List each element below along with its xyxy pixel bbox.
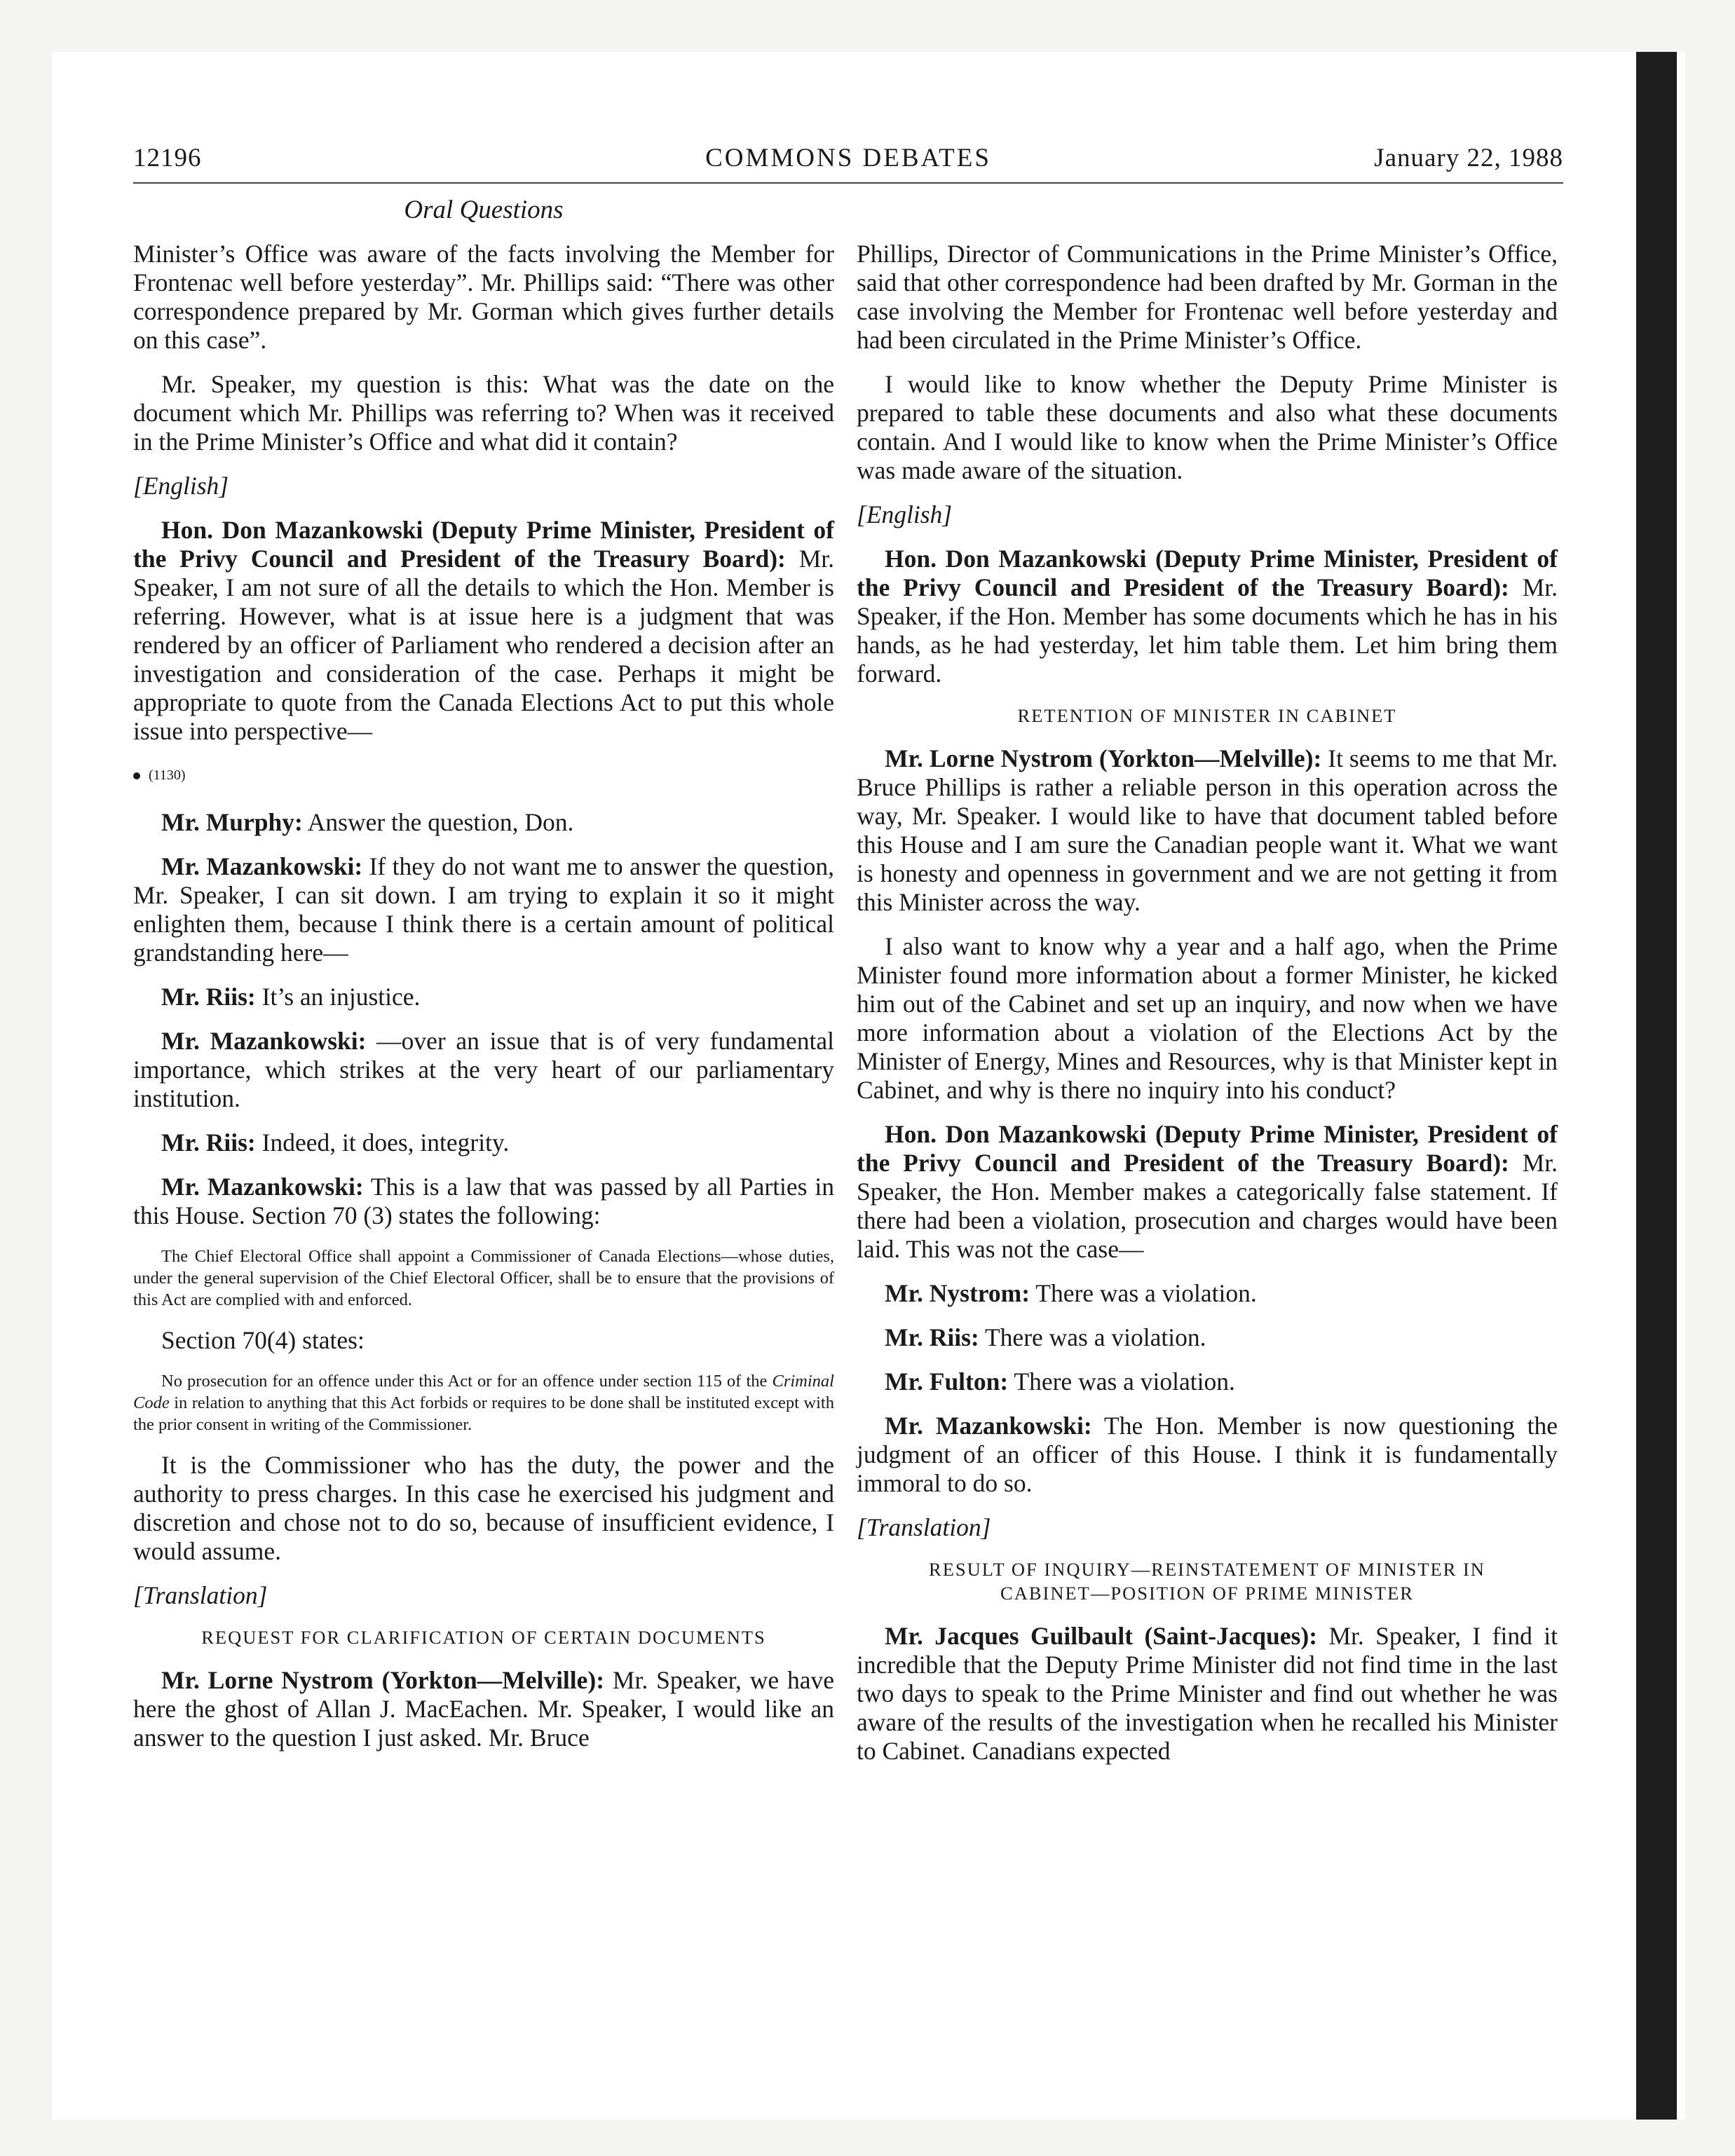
speech-paragraph <box>857 1367 1558 1396</box>
page-number: 12196 <box>133 144 202 172</box>
speech-paragraph <box>133 983 834 1011</box>
speaker-name: Mr. Mazankowski: <box>885 1412 1092 1440</box>
speech-text: Indeed, it does, integrity. <box>255 1128 510 1157</box>
speech-text: Mr. Speaker, the Hon. Member makes a categorically false statement. If there had been a violation, prosecution and charges would have been laid. This was not the case— <box>857 1149 1558 1263</box>
paragraph: Minister’s Office was aware of the facts involving the Member for Frontenac well before yesterday”. Mr. Phillips said: “There was other correspondence prepared by Mr. Gorman which gives further details on this case”. <box>133 240 834 354</box>
subject-heading: REQUEST FOR CLARIFICATION OF CERTAIN DOCUMENTS <box>201 1627 766 1648</box>
speech-text: There was a violation. <box>1030 1279 1257 1307</box>
speech-paragraph <box>857 1279 1558 1308</box>
bullet-icon <box>133 772 140 779</box>
speech-paragraph <box>857 1120 1558 1264</box>
speaker-name: Mr. Riis: <box>161 1128 256 1157</box>
speech-paragraph <box>133 1173 834 1230</box>
speaker-name: Mr. Riis: <box>161 983 256 1011</box>
subject-heading-line: CABINET—POSITION OF PRIME MINISTER <box>1000 1583 1414 1604</box>
speaker-name: Mr. Fulton: <box>885 1367 1009 1396</box>
speech-text: The Hon. Member is now questioning the judgment of an officer of this House. I think it is fundamentally immoral to do so. <box>857 1412 1558 1497</box>
speech-paragraph <box>133 516 834 746</box>
time-marker-label: (1130) <box>149 767 186 783</box>
paragraph: Section 70(4) states: <box>161 1326 365 1354</box>
paragraph: It is the Commissioner who has the duty, the power and the authority to press charges. In this case he exercised his judgment and discretion and chose not to do so, because of insufficient evidence, I would assume. <box>133 1451 834 1565</box>
speech-text: If they do not want me to answer the question, Mr. Speaker, I can sit down. I am trying to explain it so it might enlighten them, because I think there is a certain amount of political grandstanding here— <box>133 852 834 967</box>
quote-text: in relation to anything that this Act forbids or requires to be done shall be instituted except with the prior consent in writing of the Commissioner. <box>133 1393 834 1434</box>
left-column <box>133 240 834 1768</box>
publication-title: COMMONS DEBATES <box>705 144 991 172</box>
right-column <box>857 240 1558 1781</box>
paragraph: I also want to know why a year and a half ago, when the Prime Minister found more information about a former Minister, he kicked him out of the Cabinet and set up an inquiry, and now when we have more information about a violation of the Elections Act by the Minister of Energy, Mines and Resources, why is that Minister kept in Cabinet, and why is there no inquiry into his conduct? <box>857 932 1558 1104</box>
speech-paragraph <box>133 1666 834 1752</box>
speaker-name: Mr. Jacques Guilbault (Saint-Jacques): <box>885 1622 1318 1650</box>
quote-italic: Criminal Code <box>133 1372 834 1412</box>
speech-text: It seems to me that Mr. Bruce Phillips is rather a reliable person in this operation across the way, Mr. Speaker. I would like to have that document tabled before this House and I am sure the Canadian people want it. What we want is honesty and openness in government and we are not getting it from this Minister across the way. <box>857 744 1558 916</box>
speech-paragraph <box>133 1128 834 1157</box>
speaker-name: Mr. Lorne Nystrom (Yorkton—Melville): <box>161 1666 605 1694</box>
speaker-name: Mr. Riis: <box>885 1323 979 1351</box>
block-quote: The Chief Electoral Office shall appoint a Commissioner of Canada Elections—whose duties, under the general supervision of the Chief Electoral Officer, shall be to ensure that the provisions of this Act are complied with and enforced. <box>133 1247 834 1309</box>
language-tag: [English] <box>857 500 953 528</box>
speech-text: There was a violation. <box>979 1323 1206 1351</box>
speech-paragraph <box>857 545 1558 688</box>
language-tag: [Translation] <box>857 1513 991 1541</box>
speech-paragraph <box>857 1412 1558 1498</box>
quote-text: No prosecution for an offence under this Act or for an offence under section 115 of the <box>161 1372 773 1391</box>
block-quote <box>133 1370 834 1435</box>
speaker-name: Mr. Mazankowski: <box>161 1173 364 1201</box>
speaker-name: Hon. Don Mazankowski (Deputy Prime Minister, President of the Privy Council and President of the Treasury Board): <box>133 516 834 573</box>
speech-paragraph <box>133 808 834 837</box>
speech-paragraph <box>857 744 1558 917</box>
subject-heading: RETENTION OF MINISTER IN CABINET <box>1017 705 1397 726</box>
language-tag: [English] <box>133 472 229 500</box>
page-header <box>133 140 1563 184</box>
speech-text: Mr. Speaker, I find it incredible that the Deputy Prime Minister did not find time in the last two days to speak to the Prime Minister and find out whether he was aware of the results of the investigation when he recalled his Minister to Cabinet. Canadians expected <box>857 1622 1558 1765</box>
paragraph: I would like to know whether the Deputy Prime Minister is prepared to table these documents and also what these documents contain. And I would like to know when the Prime Minister’s Office was made aware of the situation. <box>857 370 1558 484</box>
speaker-name: Mr. Nystrom: <box>885 1279 1030 1307</box>
speech-paragraph <box>857 1622 1558 1766</box>
speech-text: This is a law that was passed by all Parties in this House. Section 70 (3) states the following: <box>133 1173 835 1229</box>
speech-paragraph <box>857 1323 1558 1352</box>
speech-text: Mr. Speaker, if the Hon. Member has some documents which he has in his hands, as he had yesterday, let him table them. Let him bring them forward. <box>857 573 1558 688</box>
subject-heading <box>857 1557 1558 1605</box>
speaker-name: Hon. Don Mazankowski (Deputy Prime Minister, President of the Privy Council and President of the Treasury Board): <box>857 1120 1558 1177</box>
section-heading: Oral Questions <box>404 196 564 224</box>
speaker-name: Mr. Mazankowski: <box>161 852 363 880</box>
speech-paragraph <box>133 1027 834 1113</box>
time-marker <box>133 761 834 790</box>
speech-text: Answer the question, Don. <box>302 808 574 836</box>
speech-text: —over an issue that is of very fundamental importance, which strikes at the very heart of our parliamentary institution. <box>133 1027 835 1112</box>
speech-paragraph <box>133 852 834 967</box>
speech-text: Mr. Speaker, we have here the ghost of Allan J. MacEachen. Mr. Speaker, I would like an answer to the question I just asked. Mr. Bruce <box>133 1666 834 1752</box>
speech-text: There was a violation. <box>1008 1367 1235 1396</box>
speech-text: It’s an injustice. <box>255 983 421 1011</box>
publication-date: January 22, 1988 <box>1374 144 1563 172</box>
speaker-name: Mr. Lorne Nystrom (Yorkton—Melville): <box>885 744 1322 772</box>
paragraph: Phillips, Director of Communications in the Prime Minister’s Office, said that other correspondence had been drafted by Mr. Gorman in the case involving the Member for Frontenac well before yesterday and had been circulated in the Prime Minister’s Office. <box>857 240 1558 354</box>
language-tag: [Translation] <box>133 1581 268 1609</box>
speaker-name: Hon. Don Mazankowski (Deputy Prime Minister, President of the Privy Council and President of the Treasury Board): <box>857 545 1558 601</box>
speech-text: Mr. Speaker, I am not sure of all the details to which the Hon. Member is referring. However, what is at issue here is a judgment that was rendered by an officer of Parliament who rendered a decision after an investigation and consideration of the case. Perhaps it might be appropriate to quote from the Canada Elections Act to put this whole issue into perspective— <box>133 545 834 745</box>
speaker-name: Mr. Mazankowski: <box>161 1027 367 1055</box>
scan-edge-bar <box>1636 52 1677 2120</box>
subject-heading-line: RESULT OF INQUIRY—REINSTATEMENT OF MINISTER IN <box>929 1559 1485 1580</box>
speaker-name: Mr. Murphy: <box>161 808 303 836</box>
paragraph: Mr. Speaker, my question is this: What was the date on the document which Mr. Phillips was referring to? When was it received in the Prime Minister’s Office and what did it contain? <box>133 370 834 456</box>
